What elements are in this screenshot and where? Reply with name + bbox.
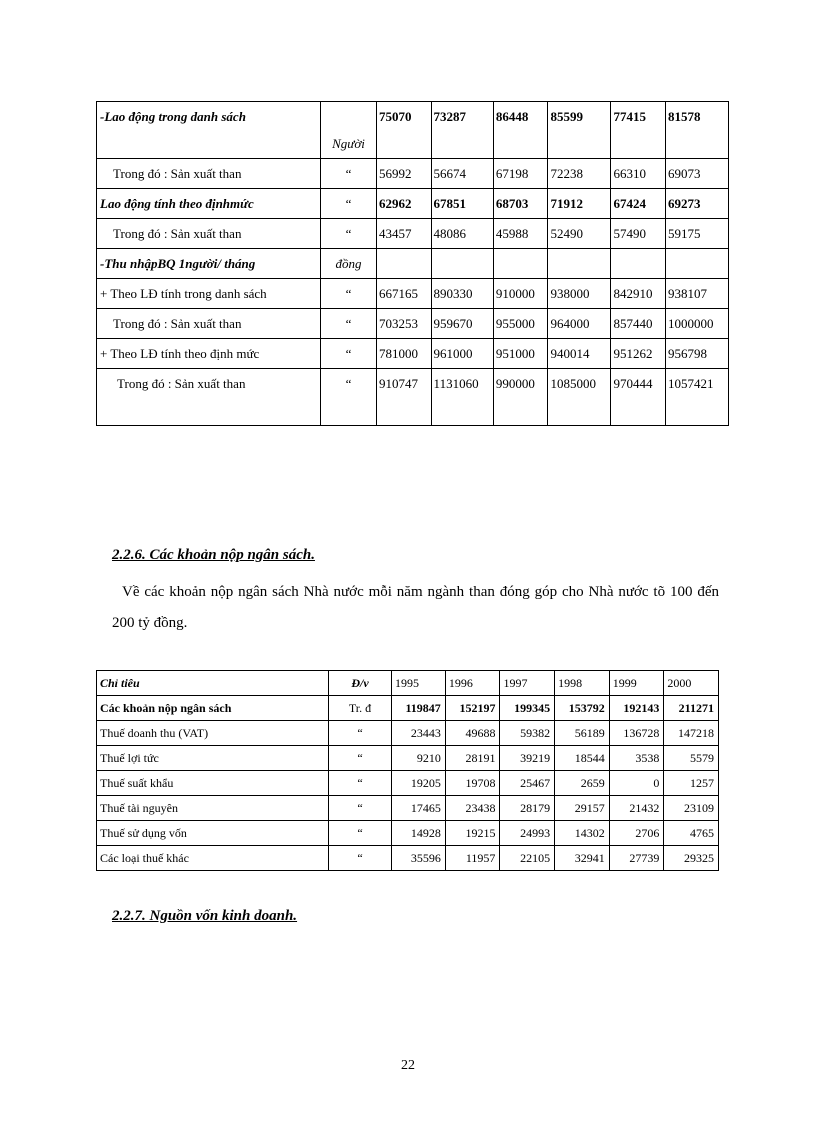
table-row <box>97 339 729 369</box>
table-cell: 667165 <box>377 279 432 309</box>
row-label: Trong đó : Sản xuất than <box>97 219 321 249</box>
table-cell <box>431 249 493 279</box>
table-cell: 2659 <box>555 771 610 796</box>
row-label: -Thu nhậpBQ 1người/ tháng <box>97 249 321 279</box>
table-cell <box>611 249 666 279</box>
table-cell: 14302 <box>555 821 610 846</box>
row-unit: “ <box>321 279 377 309</box>
table-cell: 964000 <box>548 309 611 339</box>
table-row <box>97 219 729 249</box>
table-cell: 68703 <box>493 189 548 219</box>
table-cell: 32941 <box>555 846 610 871</box>
table-cell: 59175 <box>666 219 729 249</box>
table-cell: 77415 <box>611 102 666 159</box>
row-label: Thuế sử dụng vốn <box>97 821 329 846</box>
row-label: Thuế tài nguyên <box>97 796 329 821</box>
table-cell: 970444 <box>611 369 666 426</box>
row-unit: “ <box>321 219 377 249</box>
table-cell: 938107 <box>666 279 729 309</box>
row-unit: “ <box>329 821 392 846</box>
table-cell: 2706 <box>609 821 664 846</box>
table-cell: 192143 <box>609 696 664 721</box>
table-cell: 23438 <box>445 796 500 821</box>
table-cell: 75070 <box>377 102 432 159</box>
table-cell: 1257 <box>664 771 719 796</box>
labour-income-table <box>96 101 729 426</box>
table-cell: 62962 <box>377 189 432 219</box>
table-cell: 28191 <box>445 746 500 771</box>
table-row <box>97 369 729 426</box>
section-heading-227: 2.2.7. Nguồn vốn kinh doanh. <box>112 908 298 924</box>
row-unit: “ <box>321 369 377 426</box>
table-cell: 43457 <box>377 219 432 249</box>
table-cell: 56674 <box>431 159 493 189</box>
table-cell: 67851 <box>431 189 493 219</box>
row-unit: “ <box>329 796 392 821</box>
table-cell: 940014 <box>548 339 611 369</box>
table-cell: 17465 <box>392 796 446 821</box>
table-cell: 136728 <box>609 721 664 746</box>
header-year: 1996 <box>445 671 500 696</box>
table-cell: 5579 <box>664 746 719 771</box>
table-cell: 27739 <box>609 846 664 871</box>
table-cell: 85599 <box>548 102 611 159</box>
table-row <box>97 189 729 219</box>
table-row <box>97 249 729 279</box>
table-cell <box>377 249 432 279</box>
row-label: Trong đó : Sản xuất than <box>97 369 321 426</box>
table-cell <box>493 249 548 279</box>
row-label: Thuế lợi tức <box>97 746 329 771</box>
row-unit: “ <box>329 746 392 771</box>
table-cell: 71912 <box>548 189 611 219</box>
table-row <box>97 746 719 771</box>
table-cell: 9210 <box>392 746 446 771</box>
table-cell: 67424 <box>611 189 666 219</box>
table-cell: 703253 <box>377 309 432 339</box>
table-cell: 3538 <box>609 746 664 771</box>
page-number: 22 <box>401 1058 415 1073</box>
table-cell: 1057421 <box>666 369 729 426</box>
table-cell: 990000 <box>493 369 548 426</box>
table-cell: 57490 <box>611 219 666 249</box>
row-unit: “ <box>329 721 392 746</box>
row-unit: “ <box>321 189 377 219</box>
table-row <box>97 796 719 821</box>
row-unit: “ <box>321 339 377 369</box>
table-cell: 959670 <box>431 309 493 339</box>
budget-table <box>96 670 719 871</box>
table-cell: 955000 <box>493 309 548 339</box>
table-cell: 1131060 <box>431 369 493 426</box>
header-year: 1999 <box>609 671 664 696</box>
table-cell: 153792 <box>555 696 610 721</box>
table-row <box>97 846 719 871</box>
row-unit: Tr. đ <box>329 696 392 721</box>
table-cell: 0 <box>609 771 664 796</box>
table-cell: 961000 <box>431 339 493 369</box>
table-row <box>97 721 719 746</box>
table-cell: 11957 <box>445 846 500 871</box>
table-cell: 45988 <box>493 219 548 249</box>
table-cell: 910000 <box>493 279 548 309</box>
table-row <box>97 159 729 189</box>
row-label: Thuế doanh thu (VAT) <box>97 721 329 746</box>
table-cell: 48086 <box>431 219 493 249</box>
table-cell: 1000000 <box>666 309 729 339</box>
table-cell: 152197 <box>445 696 500 721</box>
row-unit: “ <box>321 159 377 189</box>
table-cell: 19708 <box>445 771 500 796</box>
row-unit: “ <box>329 846 392 871</box>
table-cell: 29325 <box>664 846 719 871</box>
row-unit: “ <box>329 771 392 796</box>
header-year: 1998 <box>555 671 610 696</box>
header-unit: Đ/v <box>329 671 392 696</box>
table-cell: 1085000 <box>548 369 611 426</box>
table-cell: 211271 <box>664 696 719 721</box>
row-label: -Lao động trong danh sách <box>97 102 321 159</box>
row-unit: “ <box>321 309 377 339</box>
table-cell: 29157 <box>555 796 610 821</box>
table-row <box>97 821 719 846</box>
table-cell: 67198 <box>493 159 548 189</box>
section-heading-226: 2.2.6. Các khoản nộp ngân sách. <box>112 547 315 563</box>
table-cell: 19215 <box>445 821 500 846</box>
table-cell: 73287 <box>431 102 493 159</box>
table-cell: 39219 <box>500 746 555 771</box>
row-unit: đồng <box>321 249 377 279</box>
row-label: Các khoản nộp ngân sách <box>97 696 329 721</box>
section-paragraph: Về các khoản nộp ngân sách Nhà nước mỗi năm ngành than đóng góp cho Nhà nước tõ 100 đến 200 tỷ đồng. <box>112 584 719 631</box>
header-year: 2000 <box>664 671 719 696</box>
table-cell: 35596 <box>392 846 446 871</box>
row-label: Lao động tính theo địnhmức <box>97 189 321 219</box>
table-cell: 25467 <box>500 771 555 796</box>
table-row <box>97 102 729 159</box>
table-cell: 72238 <box>548 159 611 189</box>
header-year: 1997 <box>500 671 555 696</box>
table-cell: 18544 <box>555 746 610 771</box>
table-cell: 956798 <box>666 339 729 369</box>
table-cell: 19205 <box>392 771 446 796</box>
table-row <box>97 696 719 721</box>
table-cell: 910747 <box>377 369 432 426</box>
table-cell: 890330 <box>431 279 493 309</box>
row-label: Trong đó : Sản xuất than <box>97 159 321 189</box>
table-cell: 24993 <box>500 821 555 846</box>
table-cell: 69073 <box>666 159 729 189</box>
table-cell: 56189 <box>555 721 610 746</box>
table-cell: 52490 <box>548 219 611 249</box>
table-cell: 14928 <box>392 821 446 846</box>
table-cell: 66310 <box>611 159 666 189</box>
unit-text: Người <box>332 136 365 151</box>
table-cell: 781000 <box>377 339 432 369</box>
table-cell: 56992 <box>377 159 432 189</box>
table-cell: 81578 <box>666 102 729 159</box>
table-cell: 147218 <box>664 721 719 746</box>
row-label: + Theo LĐ tính trong danh sách <box>97 279 321 309</box>
table-cell <box>666 249 729 279</box>
table-cell: 23109 <box>664 796 719 821</box>
table-row <box>97 771 719 796</box>
table-cell: 28179 <box>500 796 555 821</box>
row-label: Các loại thuế khác <box>97 846 329 871</box>
table-cell: 22105 <box>500 846 555 871</box>
table-cell: 23443 <box>392 721 446 746</box>
row-label: + Theo LĐ tính theo định mức <box>97 339 321 369</box>
table-cell: 842910 <box>611 279 666 309</box>
row-label: Trong đó : Sản xuất than <box>97 309 321 339</box>
row-label: Thuế suất khẩu <box>97 771 329 796</box>
row-unit <box>321 102 377 159</box>
table-row <box>97 279 729 309</box>
table-header-row <box>97 671 719 696</box>
table-cell: 119847 <box>392 696 446 721</box>
table-cell: 951000 <box>493 339 548 369</box>
table-cell: 857440 <box>611 309 666 339</box>
table-cell: 199345 <box>500 696 555 721</box>
table-cell: 938000 <box>548 279 611 309</box>
table-cell: 69273 <box>666 189 729 219</box>
table-cell: 4765 <box>664 821 719 846</box>
table-row <box>97 309 729 339</box>
table-cell: 21432 <box>609 796 664 821</box>
table-cell: 86448 <box>493 102 548 159</box>
table-cell: 49688 <box>445 721 500 746</box>
header-label: Chỉ tiêu <box>97 671 329 696</box>
table-cell <box>548 249 611 279</box>
header-year: 1995 <box>392 671 446 696</box>
table-cell: 59382 <box>500 721 555 746</box>
table-cell: 951262 <box>611 339 666 369</box>
